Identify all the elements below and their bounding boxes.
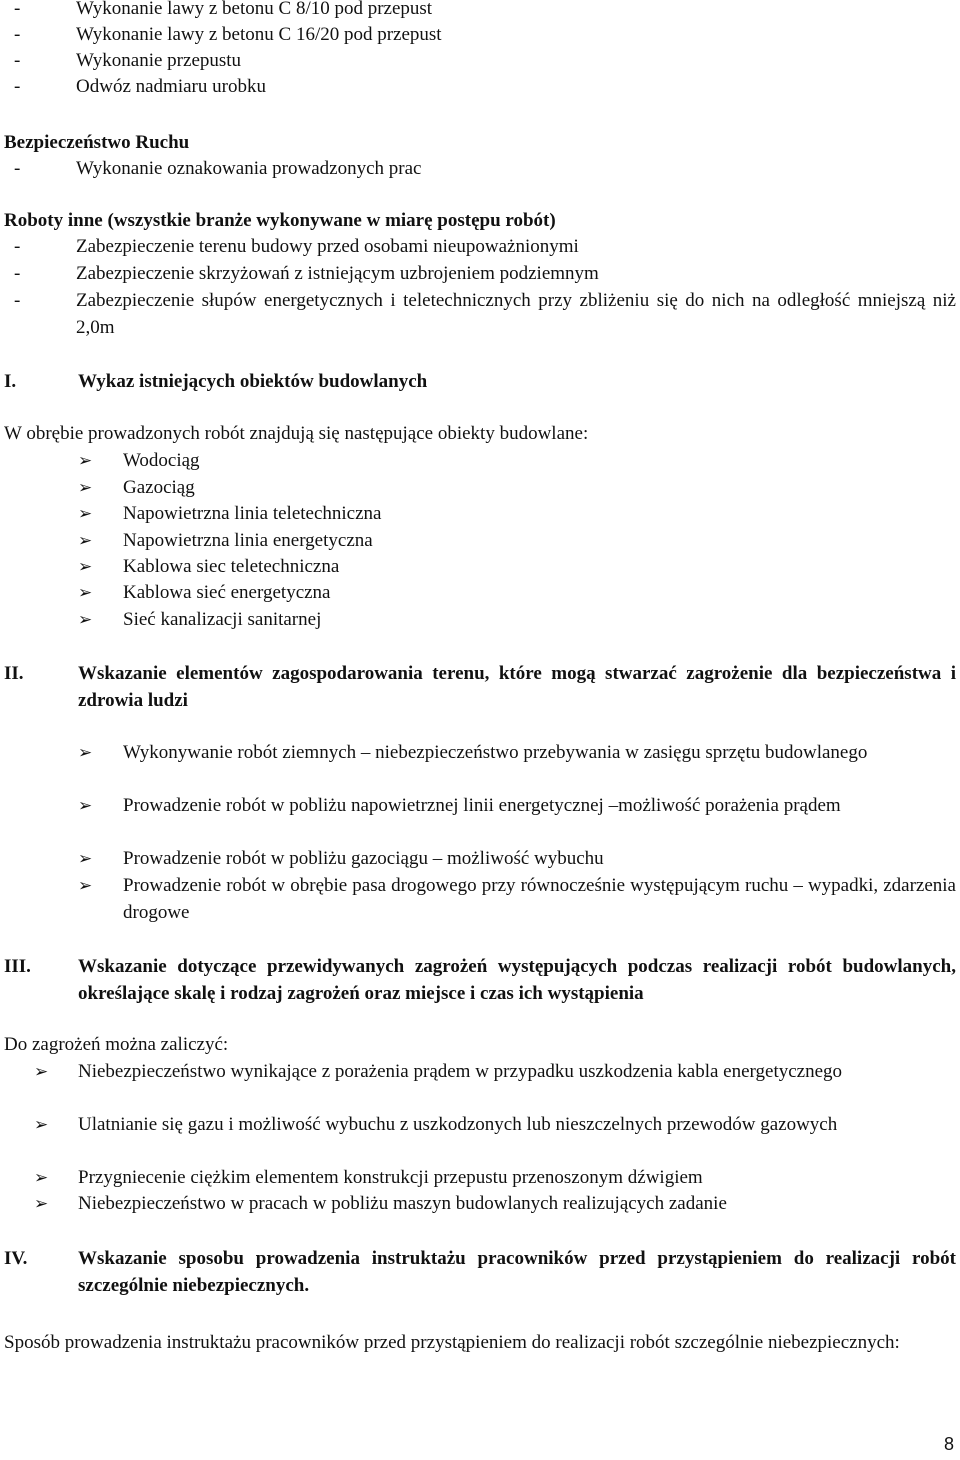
arrow-bullet-icon: ➢ xyxy=(78,531,93,551)
list-item-text: Przygniecenie ciężkim elementem konstrukcji przepustu przenoszonym dźwigiem xyxy=(78,1167,703,1188)
list-item xyxy=(78,475,678,502)
list-item-text: Prowadzenie robót w pobliżu napowietrznej linii energetycznej –możliwość porażenia prądem xyxy=(123,795,841,816)
arrow-bullet-icon: ➢ xyxy=(78,451,93,471)
list-item-text: Prowadzenie robót w obrębie pasa drogowego przy równocześnie występującym ruchu – wypadki, zdarzenia drogowe xyxy=(123,875,956,923)
arrow-bullet-icon: ➢ xyxy=(78,610,93,630)
section-number: IV. xyxy=(4,1248,28,1269)
section-number: I. xyxy=(4,371,17,392)
arrow-bullet-icon: ➢ xyxy=(34,1062,49,1082)
list-item xyxy=(78,580,678,607)
dash-marker: - xyxy=(14,158,21,179)
arrow-bullet-icon: ➢ xyxy=(78,557,93,577)
page-number: 8 xyxy=(943,1434,954,1454)
list-item xyxy=(78,793,956,820)
list-item-text: Zabezpieczenie skrzyżowań z istniejącym uzbrojeniem podziemnym xyxy=(76,263,599,284)
arrow-bullet-icon: ➢ xyxy=(78,583,93,603)
list-item-text: Ulatnianie się gazu i możliwość wybuchu z uszkodzonych lub nieszczelnych przewodów gazowych xyxy=(78,1114,838,1135)
list-item xyxy=(34,1191,956,1218)
list-item xyxy=(78,448,678,475)
list-item xyxy=(78,846,956,873)
arrow-bullet-icon: ➢ xyxy=(34,1168,49,1188)
safety-heading: Bezpieczeństwo Ruchu xyxy=(4,132,190,153)
list-item-text: Wykonanie przepustu xyxy=(76,50,242,71)
section-title: Wskazanie elementów zagospodarowania terenu, które mogą stwarzać zagrożenie dla bezpieczeństwa i zdrowia ludzi xyxy=(78,663,956,711)
list-item xyxy=(78,501,678,528)
arrow-bullet-icon: ➢ xyxy=(78,796,93,816)
list-item-text: Wykonanie oznakowania prowadzonych prac xyxy=(76,158,422,179)
dash-marker: - xyxy=(14,236,21,257)
list-item xyxy=(34,1165,956,1192)
list-item xyxy=(78,528,678,555)
arrow-bullet-icon: ➢ xyxy=(34,1115,49,1135)
section-title: Wykaz istniejących obiektów budowlanych xyxy=(78,371,428,392)
list-item-text: Niebezpieczeństwo w pracach w pobliżu maszyn budowlanych realizujących zadanie xyxy=(78,1193,727,1214)
arrow-bullet-icon: ➢ xyxy=(78,849,93,869)
arrow-bullet-icon: ➢ xyxy=(78,504,93,524)
list-item-text: Wykonywanie robót ziemnych – niebezpieczeństwo przebywania w zasięgu sprzętu budowlanego xyxy=(123,742,868,763)
list-item xyxy=(78,554,678,581)
list-item-text: Zabezpieczenie terenu budowy przed osobami nieupoważnionymi xyxy=(76,236,579,257)
other-works-heading: Roboty inne (wszystkie branże wykonywane w miarę postępu robót) xyxy=(4,210,556,231)
list-item-text: Wodociąg xyxy=(123,450,200,471)
arrow-bullet-icon: ➢ xyxy=(78,876,93,896)
section-number: II. xyxy=(4,663,24,684)
list-item-text: Niebezpieczeństwo wynikające z porażenia prądem w przypadku uszkodzenia kabla energetycznego xyxy=(78,1061,843,1082)
dash-marker: - xyxy=(14,0,21,19)
list-item xyxy=(34,1112,956,1139)
list-item xyxy=(78,873,956,926)
list-item-text: Gazociąg xyxy=(123,477,195,498)
list-item xyxy=(14,288,956,341)
dash-marker: - xyxy=(14,50,21,71)
list-item xyxy=(78,607,678,634)
list-item-text: Napowietrzna linia teletechniczna xyxy=(123,503,382,524)
list-item xyxy=(34,1059,956,1086)
section-intro: Do zagrożeń można zaliczyć: xyxy=(4,1034,229,1055)
arrow-bullet-icon: ➢ xyxy=(78,743,93,763)
dash-marker: - xyxy=(14,24,21,45)
list-item-text: Odwóz nadmiaru urobku xyxy=(76,76,266,97)
section-paragraph: Sposób prowadzenia instruktażu pracowników przed przystąpieniem do realizacji robót szczególnie niebezpiecznych: xyxy=(4,1332,900,1353)
arrow-bullet-icon: ➢ xyxy=(34,1194,49,1214)
section-title: Wskazanie dotyczące przewidywanych zagrożeń występujących podczas realizacji robót budowlanych, określające skalę i rodzaj zagrożeń oraz miejsce i czas ich wystąpienia xyxy=(78,956,956,1004)
list-item-text: Kablowa sieć energetyczna xyxy=(123,582,331,603)
list-item-text: Napowietrzna linia energetyczna xyxy=(123,530,373,551)
dash-marker: - xyxy=(14,76,21,97)
list-item-text: Wykonanie lawy z betonu C 8/10 pod przepust xyxy=(76,0,433,19)
list-item xyxy=(78,740,956,767)
arrow-bullet-icon: ➢ xyxy=(78,478,93,498)
list-item-text: Wykonanie lawy z betonu C 16/20 pod przepust xyxy=(76,24,442,45)
list-item-text: Kablowa siec teletechniczna xyxy=(123,556,340,577)
section-title: Wskazanie sposobu prowadzenia instruktażu pracowników przed przystąpieniem do realizacji robót szczególnie niebezpiecznych. xyxy=(78,1248,956,1296)
dash-marker: - xyxy=(14,263,21,284)
list-item-text: Prowadzenie robót w pobliżu gazociągu – możliwość wybuchu xyxy=(123,848,604,869)
list-item-text: Sieć kanalizacji sanitarnej xyxy=(123,609,322,630)
dash-marker: - xyxy=(14,290,21,311)
section-number: III. xyxy=(4,956,31,977)
section-intro: W obrębie prowadzonych robót znajdują się następujące obiekty budowlane: xyxy=(4,423,589,444)
list-item-text: Zabezpieczenie słupów energetycznych i teletechnicznych przy zbliżeniu się do nich na odległość mniejszą niż 2,0m xyxy=(76,290,956,338)
